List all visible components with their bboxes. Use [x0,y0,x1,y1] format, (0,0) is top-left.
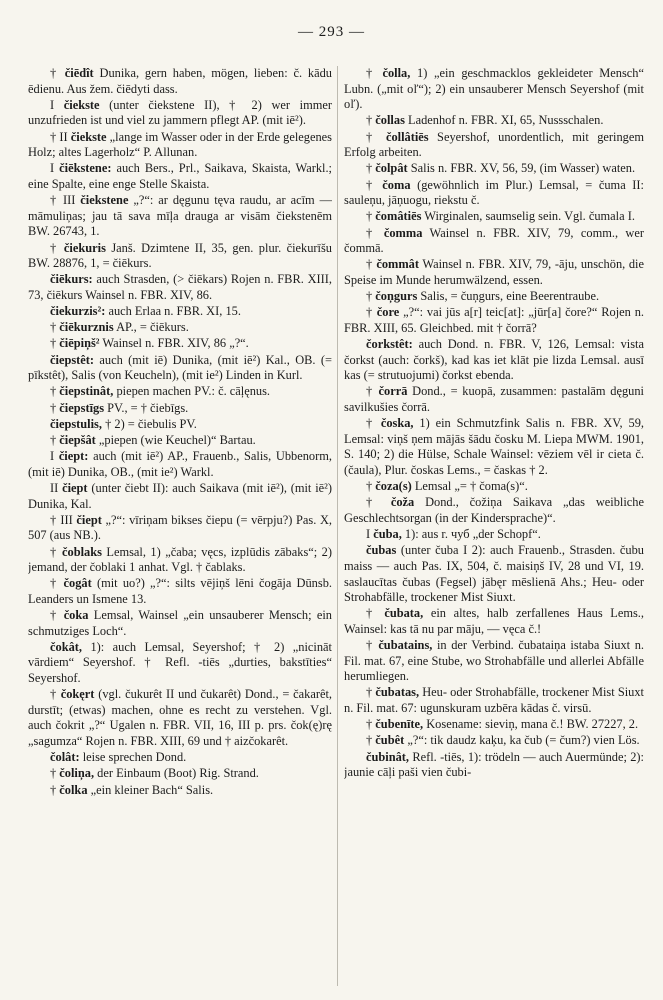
entry-headword: čiekstene [80,193,129,208]
entry-headword: čiēkstene: [59,161,112,176]
entry-headword: čubas [366,543,397,558]
column-divider [337,66,338,986]
entry-headword: čubatas, [375,685,420,700]
dictionary-entry: † III čiept „?“: vīriņam bikses čiepu (= vērpju?) Pas. X, 507 (aus NB.). [28,512,332,543]
page-number: — 293 — [298,24,365,40]
dictionary-entry: II čiept (unter čiebt II): auch Saikava (mit iē²), (mit iē²) Dunika, Kal. [28,480,332,511]
entry-headword: čommât [376,257,419,272]
entry-headword: čiept: [58,449,89,464]
entry-headword: čoņgurs [375,289,418,304]
entry-headword: čiekuris [63,240,106,255]
dictionary-entry: čiēkurs: auch Strasden, (> čiēkars) Rojen n. FBR. XIII, 73, čiēkurs Wainsel n. FBR. XIV, 86. [28,272,332,302]
dictionary-entry: † čoblaks Lemsal, 1) „čaba; vęcs, izplūdis zābaks“; 2) jemand, der čoblaki 1 anhat. Vgl. † čablaks. [28,544,332,575]
entry-headword: čiekurzis²: [50,304,106,319]
entry-headword: čollâtiēs [385,129,429,144]
dictionary-entry: čiekurzis²: auch Erlaa n. FBR. XI, 15. [50,304,241,319]
dictionary-entry: † čiepstīgs PV., = † čiebīgs. [50,400,189,415]
entry-headword: čubenīte, [375,717,424,732]
entry-headword: čolpât [375,161,408,176]
dictionary-entry: † čubata, ein altes, halb zerfallenes Haus Lems., Wainsel: kas tā nu par māju, — vęca č.! [344,606,644,636]
dictionary-entry: čokât, 1): auch Lemsal, Seyershof; † 2) „nicināt vārdiem“ Seyershof. † Refl. -tiēs „durties, bakstīties“ Seyershof. [28,639,332,686]
entry-headword: čiept [62,480,88,495]
dictionary-entry: † čoņgurs Salis, = čuņgurs, eine Beerentraube. [366,289,600,304]
dictionary-entry: čorkstêt: auch Dond. n. FBR. V, 126, Lemsal: vista čorkst (auch: čorkš), kad kas iet klāt pie lizda Lemsal. ausī kas (= strutuojumi) čorkst ebenda. [344,337,644,383]
entry-headword: čubinât, [366,749,410,764]
dictionary-entry: I čuba, 1): aus r. чуб „der Schopf“. [366,527,541,542]
right-column [344,66,644,991]
entry-headword: čokât, [50,639,83,654]
entry-headword: čoža [390,495,415,510]
entry-headword: čiēkurznis [59,320,114,335]
dictionary-entry: † čiepstinât, piepen machen PV.: č. cāļęnus. [50,384,271,399]
dictionary-entry: I čiēkstene: auch Bers., Prl., Saikava, Skaista, Warkl.; eine Spalte, eine enge Stelle Skaista. [28,161,332,191]
dictionary-entry: † čollâtiēs Seyershof, unordentlich, mit geringem Erfolg arbeiten. [344,129,644,160]
dictionary-entry: čiepstulis, † 2) = čiebulis PV. [50,416,197,431]
dictionary-entry: † čubatains, in der Verbind. čubataiņa istaba Siuxt n. Fil. mat. 67, eine Stube, wo Strohabfälle und allerlei Abfälle herumliegen. [344,638,644,684]
entry-headword: čoka [63,608,89,623]
dictionary-entry: † čoliņa, der Einbaum (Boot) Rig. Strand. [50,766,259,781]
entry-headword: čoza(s) [375,479,412,494]
left-column [28,66,332,991]
entry-headword: čore [376,305,400,320]
entry-headword: čoma [382,177,411,192]
entry-headword: čubata, [384,606,424,621]
dictionary-entry: † čomma Wainsel n. FBR. XIV, 79, comm., wer čommā. [344,225,644,256]
dictionary-entry: † čiepšât „piepen (wie Keuchel)“ Bartau. [50,432,256,447]
dictionary-entry: čubas (unter čuba I 2): auch Frauenb., Strasden. čubu maiss — auch Pas. IX, 504, č. maisiņš IV, 28 und VI, 19. saslaucītas čubas (Fegsel) jābęr mēslienā Ahs.; Heu- oder Strohabfälle, trockener Mist Siuxt. [344,543,644,605]
entry-headword: čiekste [63,97,100,112]
dictionary-entry: † čommât Wainsel n. FBR. XIV, 79, -āju, unschön, die Speise im Munde herumwälzend, essen. [344,257,644,287]
dictionary-entry: I čiept: auch (mit iē²) AP., Frauenb., Salis, Ubbenorm, (mit iē) Dunika, OB., (mit ie²) Warkl. [28,449,332,479]
dictionary-entry: † čoza(s) Lemsal „= † čoma(s)“. [366,479,528,494]
dictionary-entry: † čiēpiņš² Wainsel n. FBR. XIV, 86 „?“. [50,336,249,351]
dictionary-entry: čiepstêt: auch (mit iē) Dunika, (mit iē²) Kal., OB. (= pīkstêt), Salis (von Keucheln), (mit ie²) Linden in Kurl. [28,352,332,383]
dictionary-entry: † čolla, 1) „ein geschmacklos gekleideter Mensch“ Lubn. („mit oľ“); 2) ein unsauberer Mensch Seyershof (mit oľ). [344,66,644,112]
entry-headword: čorrā [378,384,408,399]
dictionary-entry: † čoska, 1) ein Schmutzfink Salis n. FBR. XV, 59, Lemsal: viņš ņem mājās šādu čosku M. Liepa MWM. 1901, S. 140; 2) die Hülse, Schale Wainsel: vēziem vēl ir cieta č. (čaula), Plur. čoskas Lems., = časkas † 2. [344,416,644,477]
dictionary-entry: † čiēdît Dunika, gern haben, mögen, lieben: č. kādu ēdienu. Aus žem. čiēdyti dass. [28,66,332,96]
dictionary-entry: † čubêt „?“: tik daudz kaķu, ka čub (= čum?) vien Lös. [366,733,640,748]
entry-headword: čollas [375,113,405,128]
dictionary-entry: † čiekuris Janš. Dzimtene II, 35, gen. plur. čiekurīšu BW. 28876, 1, = čiēkurs. [28,240,332,271]
dictionary-entry: † čomâtiēs Wirginalen, saumselig sein. Vgl. čumala I. [366,209,635,224]
entry-headword: čiepstêt: [50,352,95,367]
dictionary-entry: † čorrā Dond., = kuopā, zusammen: pastalām dęguni savilkušies čorrā. [344,384,644,414]
dictionary-entry: I čiekste (unter čiekstene II), † 2) wer immer unzufrieden ist und viel zu jammern pflegt AP. (mit iē²). [28,97,332,128]
entry-headword: čoblaks [62,544,102,559]
dictionary-entry: † čolpât Salis n. FBR. XV, 56, 59, (im Wasser) waten. [366,161,636,176]
entry-headword: čiēpiņš² [59,336,100,351]
entry-headword: čolât: [50,750,80,765]
dictionary-entry: † čokęrt (vgl. čukurêt II und čukarêt) Dond., = čakarêt, durstīt; (etwas) machen, ohne es recht zu verstehen. Vgl. auch čokrit „?“ Ugalen n. FBR. VII, 16, III p. prs. čok(ę)rę „sagumza“ Rojen n. FBR. XIII, 69 und † aizčokarêt. [28,687,332,748]
dictionary-entry: čolât: leise sprechen Dond. [50,750,187,765]
dictionary-entry: † čubatas, Heu- oder Strohabfälle, trockener Mist Siuxt n. Fil. mat. 67: ugunskuram uzbēra kādas č. virsū. [344,685,644,716]
dictionary-entry: † čollas Ladenhof n. FBR. XI, 65, Nussschalen. [366,113,604,128]
dictionary-entry: čubinât, Refl. -tiēs, 1): trödeln — auch Auermünde; 2): jaunie cāļi paši vien čubi- [344,749,644,780]
entry-headword: čiepstulis, [50,416,102,431]
dictionary-entry: † čiēkurznis AP., = čiēkurs. [50,320,189,335]
entry-headword: čoska, [380,416,414,431]
dictionary-entry: † čoma (gewöhnlich im Plur.) Lemsal, = čuma II: sauleņu, jāņuogu, riekstu č. [344,177,644,208]
entry-headword: čuba, [373,527,402,542]
entry-headword: čiekste [70,129,107,144]
dictionary-entry: † čore „?“: vai jūs a[r] teic[at]: „jūr[a] čore?“ Rojen n. FBR. XIII, 65. Gleichbed. mit † čorrā? [344,305,644,335]
dictionary-entry: † čogât (mit uo?) „?“: silts vējiņš lēni čogāja Dūnsb. Leanders un Ismene 13. [28,576,332,606]
entry-headword: čiepstinât, [59,384,114,399]
dictionary-entry: † čoža Dond., čožiņa Saikava „das weibliche Geschlechtsorgan (in der Kindersprache)“. [344,495,644,525]
entry-headword: čogât [63,576,92,591]
entry-headword: čoliņa, [59,766,95,781]
entry-headword: čorkstêt: [366,337,413,352]
entry-headword: čiēkurs: [50,272,93,287]
dictionary-entry: † III čiekstene „?“: ar dęgunu tęva raudu, ar acīm — māmuliņas; jau tā sava mīļa drauga ar visām čiekstenēm BW. 26743, 1. [28,193,332,239]
dictionary-entry: † čolka „ein kleiner Bach“ Salis. [50,782,214,797]
entry-headword: čolla, [382,66,411,80]
entry-headword: čokęrt [60,687,95,702]
dictionary-entry: † II čiekste „lange im Wasser oder in der Erde gelegenes Holz; altes Lagerholz“ P. Allunan. [28,129,332,160]
entry-headword: čomâtiēs [375,209,422,224]
entry-headword: čolka [59,782,88,797]
entry-headword: čiept [76,512,102,527]
entry-headword: čomma [383,225,423,240]
entry-headword: čiepstīgs [59,400,105,415]
dictionary-entry: † čoka Lemsal, Wainsel „ein unsauberer Mensch; ein schmutziges Loch“. [28,608,332,638]
entry-headword: čiēdît [64,66,94,80]
entry-headword: čiepšât [59,432,96,447]
dictionary-entry: † čubenīte, Kosename: sieviņ, mana č.! BW. 27227, 2. [366,717,639,732]
entry-headword: čubêt [375,733,405,748]
entry-headword: čubatains, [378,638,433,653]
